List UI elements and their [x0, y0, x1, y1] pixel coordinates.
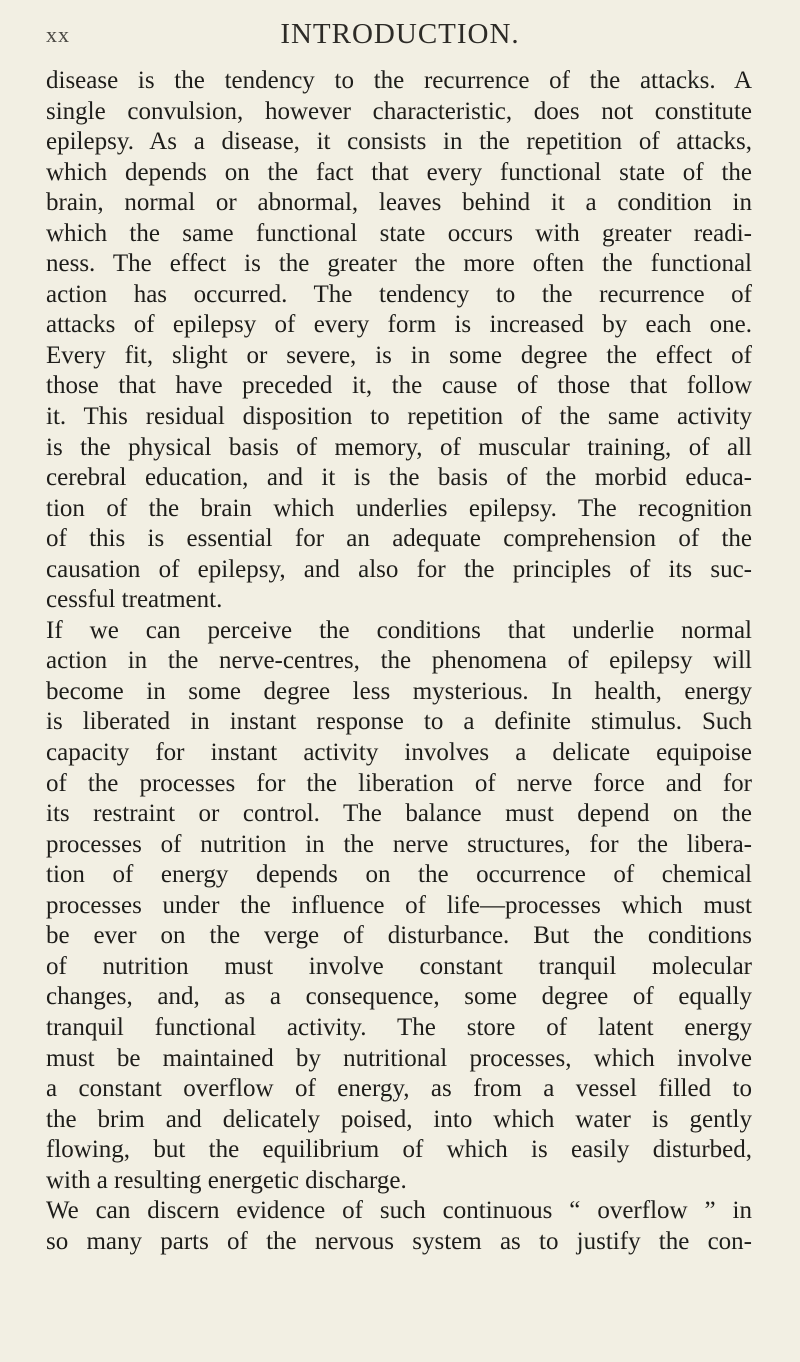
text-line: is the physical basis of memory, of muscular training, of all [46, 433, 752, 461]
text-line: tranquil functional activity. The store of latent energy [46, 1013, 752, 1041]
text-line: capacity for instant activity involves a delicate equipoise [46, 739, 752, 767]
text-line: causation of epilepsy, and also for the principles of its suc- [46, 555, 752, 583]
text-line: processes of nutrition in the nerve structures, for the libera- [46, 830, 752, 858]
body-text [46, 66, 752, 1257]
text-line: action in the nerve-centres, the phenomena of epilepsy will [46, 647, 752, 675]
text-line: of nutrition must involve constant tranquil molecular [46, 952, 752, 980]
text-line: flowing, but the equilibrium of which is easily disturbed, [46, 1136, 752, 1164]
running-head [46, 18, 754, 52]
text-line: single convulsion, however characteristic, does not constitute [46, 97, 752, 125]
page-number: xx [46, 22, 70, 47]
text-line: which depends on the fact that every functional state of the [46, 158, 752, 186]
text-line: with a resulting energetic discharge. [46, 1166, 407, 1194]
text-line: disease is the tendency to the recurrence of the attacks. A [46, 67, 752, 94]
text-line: it. This residual disposition to repetition of the same activity [46, 403, 752, 431]
text-line: Every fit, slight or severe, is in some degree the effect of [46, 341, 752, 369]
text-line: be ever on the verge of disturbance. But the conditions [46, 922, 752, 950]
text-line: tion of the brain which underlies epilepsy. The recognition [46, 494, 752, 522]
text-line: tion of energy depends on the occurrence of chemical [46, 861, 752, 889]
text-line: cessful treatment. [46, 586, 223, 614]
text-line: cerebral education, and it is the basis of the morbid educa- [46, 464, 752, 492]
text-line: epilepsy. As a disease, it consists in the repetition of attacks, [46, 128, 752, 156]
text-line: a constant overflow of energy, as from a vessel filled to [46, 1075, 752, 1103]
text-line: of this is essential for an adequate comprehension of the [46, 525, 752, 553]
text-line: of the processes for the liberation of nerve force and for [46, 769, 752, 797]
text-line: processes under the influence of life—processes which must [46, 891, 752, 919]
text-line: which the same functional state occurs with greater readi- [46, 219, 752, 247]
text-line: brain, normal or abnormal, leaves behind it a condition in [46, 189, 752, 217]
text-line: so many parts of the nervous system as to justify the con- [46, 1227, 752, 1255]
text-line: its restraint or control. The balance must depend on the [46, 800, 752, 828]
text-line: changes, and, as a consequence, some degree of equally [46, 983, 752, 1011]
text-line: action has occurred. The tendency to the recurrence of [46, 280, 752, 308]
text-line: must be maintained by nutritional processes, which involve [46, 1044, 752, 1072]
text-line: attacks of epilepsy of every form is increased by each one. [46, 311, 752, 339]
text-line: the brim and delicately poised, into which water is gently [46, 1105, 752, 1133]
running-head-title: INTRODUCTION. [280, 18, 520, 50]
text-line: is liberated in instant response to a definite stimulus. Such [46, 708, 752, 736]
text-line: If we can perceive the conditions that underlie normal [46, 616, 752, 644]
text-line: those that have preceded it, the cause of those that follow [46, 372, 752, 400]
text-line: We can discern evidence of such continuous “ overflow ” in [46, 1197, 752, 1225]
text-line: become in some degree less mysterious. In health, energy [46, 677, 752, 705]
text-line: ness. The effect is the greater the more often the functional [46, 250, 752, 278]
